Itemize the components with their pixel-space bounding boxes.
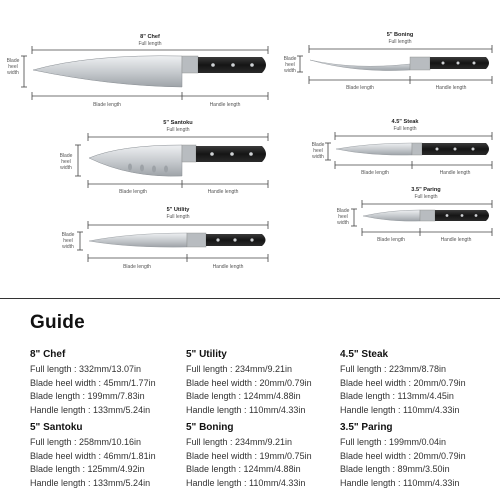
utility-blade-icon [89, 233, 187, 247]
handle-length-label: Handle length [207, 189, 239, 195]
santoku-blade-icon [89, 145, 182, 176]
spec-name: 5" Utility [186, 349, 227, 360]
blade-length-label: Blade length [123, 264, 151, 270]
knife-title: 4.5" Steak [391, 119, 419, 125]
spec-blade-length: Blade length : 124mm/4.88in [186, 464, 301, 474]
spec-name: 5" Boning [186, 422, 234, 433]
spec-handle-length: Handle length : 110mm/4.33in [186, 404, 306, 415]
spec-full-length: Full length : 234mm/9.21in [186, 437, 293, 447]
spec-full-length: Full length : 199mm/0.04in [340, 437, 447, 447]
spec-paring [340, 422, 500, 490]
spec-blade-length: Blade length : 199mm/7.83in [30, 391, 145, 401]
spec-heel-width: Blade heel width : 20mm/0.79in [340, 450, 466, 461]
spec-heel-width: Blade heel width : 45mm/1.77in [30, 377, 156, 388]
knife-boning [284, 32, 492, 91]
spec-blade-length: Blade length : 89mm/3.50in [340, 464, 450, 474]
spec-heel-width: Blade heel width : 46mm/1.81in [30, 450, 156, 461]
heel-label: Blade heel width [336, 208, 350, 226]
full-length-label: Full length [166, 214, 190, 220]
knife-title: 5" Boning [386, 32, 414, 38]
full-length-label: Full length [414, 194, 438, 200]
full-length-label: Full length [393, 126, 417, 132]
knife-utility [62, 207, 268, 270]
heel-label: Blade heel width [59, 153, 73, 171]
spec-chef [30, 349, 190, 417]
full-length-label: Full length [166, 127, 190, 133]
spec-heel-width: Blade heel width : 20mm/0.79in [186, 377, 312, 388]
handle-length-label: Handle length [439, 170, 471, 176]
section-divider [0, 298, 500, 299]
spec-handle-length: Handle length : 110mm/4.33in [186, 477, 306, 488]
blade-length-label: Blade length [346, 85, 374, 91]
spec-handle-length: Handle length : 133mm/5.24in [30, 404, 151, 415]
full-length-label: Full length [138, 41, 162, 47]
handle-length-label: Handle length [209, 102, 241, 108]
knife-santoku [60, 120, 268, 195]
heel-label: Blade heel width [6, 58, 20, 76]
paring-blade-icon [363, 210, 420, 221]
spec-blade-length: Blade length : 125mm/4.92in [30, 464, 145, 474]
steak-blade-icon [336, 143, 412, 155]
full-length-label: Full length [388, 39, 412, 45]
knife-steak [312, 119, 492, 176]
spec-handle-length: Handle length : 110mm/4.33in [340, 477, 460, 488]
spec-utility [186, 349, 346, 417]
spec-blade-length: Blade length : 124mm/4.88in [186, 391, 301, 401]
spec-name: 8" Chef [30, 349, 66, 360]
spec-blade-length: Blade length : 113mm/4.45in [340, 391, 454, 401]
chef-blade-icon [33, 56, 182, 87]
knife-title: 5" Santoku [163, 120, 193, 126]
knife-title: 3.5" Paring [411, 187, 441, 193]
spec-handle-length: Handle length : 110mm/4.33in [340, 404, 460, 415]
knife-paring [337, 187, 492, 243]
guide-title: Guide [30, 312, 85, 333]
blade-length-label: Blade length [377, 237, 405, 243]
spec-heel-width: Blade heel width : 20mm/0.79in [340, 377, 466, 388]
heel-label: Blade heel width [311, 142, 325, 160]
blade-length-label: Blade length [361, 170, 389, 176]
spec-full-length: Full length : 234mm/9.21in [186, 364, 293, 374]
spec-full-length: Full length : 332mm/13.07in [30, 364, 142, 374]
heel-label: Blade heel width [61, 232, 75, 250]
spec-name: 3.5" Paring [340, 422, 393, 433]
spec-full-length: Full length : 223mm/8.78in [340, 364, 447, 374]
spec-santoku [30, 422, 190, 490]
blade-length-label: Blade length [93, 102, 121, 108]
handle-length-label: Handle length [435, 85, 467, 91]
knife-title: 8" Chef [140, 34, 160, 40]
handle-length-label: Handle length [212, 264, 244, 270]
knife-chef [7, 34, 268, 108]
spec-steak [340, 349, 500, 417]
boning-blade-icon [310, 60, 410, 71]
spec-name: 4.5" Steak [340, 349, 389, 360]
knife-title: 5" Utility [166, 207, 190, 213]
spec-handle-length: Handle length : 133mm/5.24in [30, 477, 151, 488]
spec-heel-width: Blade heel width : 19mm/0.75in [186, 450, 312, 461]
spec-name: 5" Santoku [30, 422, 83, 433]
blade-length-label: Blade length [119, 189, 147, 195]
handle-length-label: Handle length [440, 237, 472, 243]
spec-full-length: Full length : 258mm/10.16in [30, 437, 142, 447]
heel-label: Blade heel width [283, 56, 297, 74]
spec-boning [186, 422, 346, 490]
